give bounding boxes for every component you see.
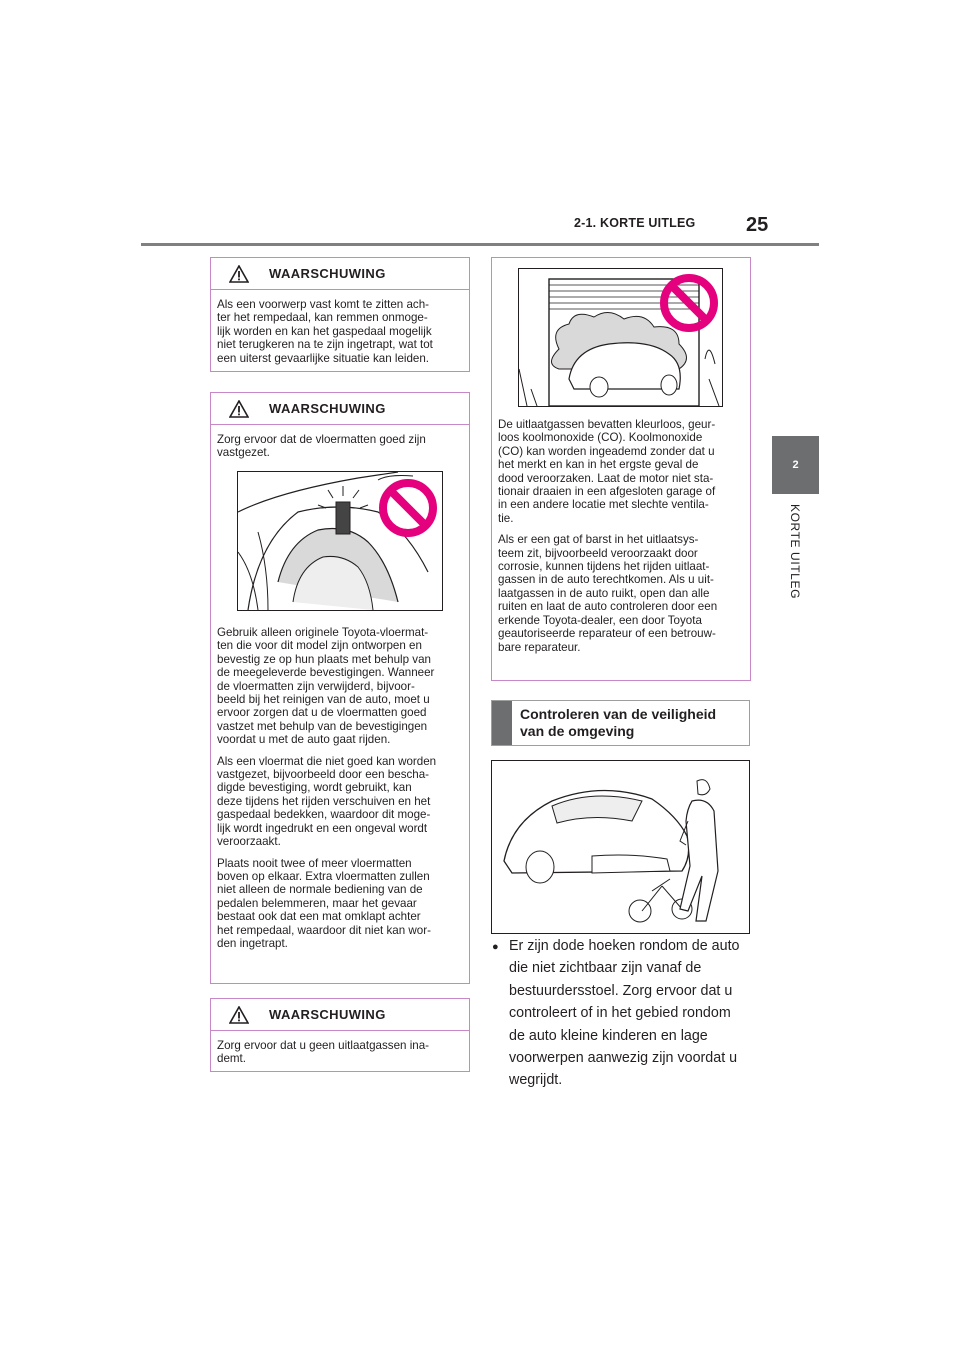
warning-label: WAARSCHUWING [269,1007,386,1022]
bullet-symbol: ● [492,941,499,953]
warning-triangle-icon [229,265,249,283]
warning-text: Als een vloermat die niet goed kan worden vastgezet, bijvoorbeeld door een bescha- digde bevestiging, wordt gebruikt, kan deze tijdens het rijden verschuiven en het gaspedaal bedekken, waardoor dit moge- lijk wordt ingedrukt en een ongeval wordt veroorzaakt. [217,754,437,849]
chapter-tab[interactable]: 2 [772,436,819,494]
garage-exhaust-illustration [518,268,723,407]
header-rule [141,243,819,246]
page-number: 25 [746,214,769,236]
warning-text: Gebruik alleen originele Toyota-vloermat- ten die voor dit model zijn ontworpen en bevestig ze op hun plaats met behulp van de meegeleverde bevestigingen. Wanneer de vloermatten zijn verwijderd, bijvoor- beeld bij het reinigen van de auto, moet u ervoor zorgen dat u de vloermatten goed vastzet met behulp van de bevestigingen voordat u met de auto gaat rijden. [217,626,435,747]
section-heading [491,700,750,746]
warning-intro: Zorg ervoor dat de vloermatten goed zijn vastgezet. [217,433,426,460]
section-heading-bar [492,701,512,745]
warning-label: WAARSCHUWING [269,266,386,281]
exhaust-warning-continued [491,257,751,681]
warning-box-rempedaal [210,257,470,372]
floor-mat-illustration [237,471,443,611]
warning-triangle-icon [229,1006,249,1024]
warning-text: Plaats nooit twee of meer vloermatten boven op elkaar. Extra vloermatten zullen niet alleen de normale bediening van de pedalen belemmeren, maar het gevaar bestaat ook dat een mat omklapt achter het rempedaal, waardoor dit niet kan wor- den ingetrapt. [217,856,431,950]
warning-header [211,999,469,1031]
bullet-text: Er zijn dode hoeken rondom de auto die niet zichtbaar zijn vanaf de bestuurdersstoel. Zorg ervoor dat u controleert of in het gebied rondom de auto kleine kinderen en lage voorwerpen aanwezig zijn voordat u wegrijdt. [509,938,740,1089]
warning-text: Zorg ervoor dat u geen uitlaatgassen ina- demt. [217,1039,430,1066]
blind-spot-illustration [491,760,750,934]
bullet-item [492,935,760,1092]
chapter-label: KORTE UITLEG [788,504,802,599]
warning-triangle-icon [229,400,249,418]
prohibition-icon [659,273,719,333]
exhaust-text: Als er een gat of barst in het uitlaatsys- teem zit, bijvoorbeeld veroorzaakt door corrosie, kunnen tijdens het rijden uitlaat- gassen in de auto terechtkomen. Als u uit- laatgassen in de auto ruikt, open dan alle ruiten en laat de auto controleren door een erkende Toyota-dealer, een door Toyota geautoriseerde reparateur of een betrouw- bare reparateur. [498,533,718,654]
exhaust-text: De uitlaatgassen bevatten kleurloos, geur- loos koolmonoxide (CO). Koolmonoxide (CO) kan worden ingeademd zonder dat u het merkt en kan in het ergste geval de dood veroorzaken. Laat de motor niet sta- tionair draaien in een afgesloten garage of in een andere locatie met slechte ventila- tie. [498,418,716,525]
section-heading-title: Controleren van de veiligheid van de omgeving [520,706,717,739]
prohibition-icon [378,478,438,538]
warning-header [211,393,469,425]
warning-label: WAARSCHUWING [269,401,386,416]
warning-header [211,258,469,290]
warning-box-vloermatten [210,392,470,984]
warning-box-uitlaatgassen [210,998,470,1072]
warning-text: Als een voorwerp vast komt te zitten ach- ter het rempedaal, kan remmen onmoge- lijk worden en kan het gaspedaal mogelijk niet terugkeren na te zijn ingetrapt, wat tot een uiterst gevaarlijke situatie kan leiden. [217,298,433,365]
running-header: 2-1. KORTE UITLEG [574,216,696,230]
